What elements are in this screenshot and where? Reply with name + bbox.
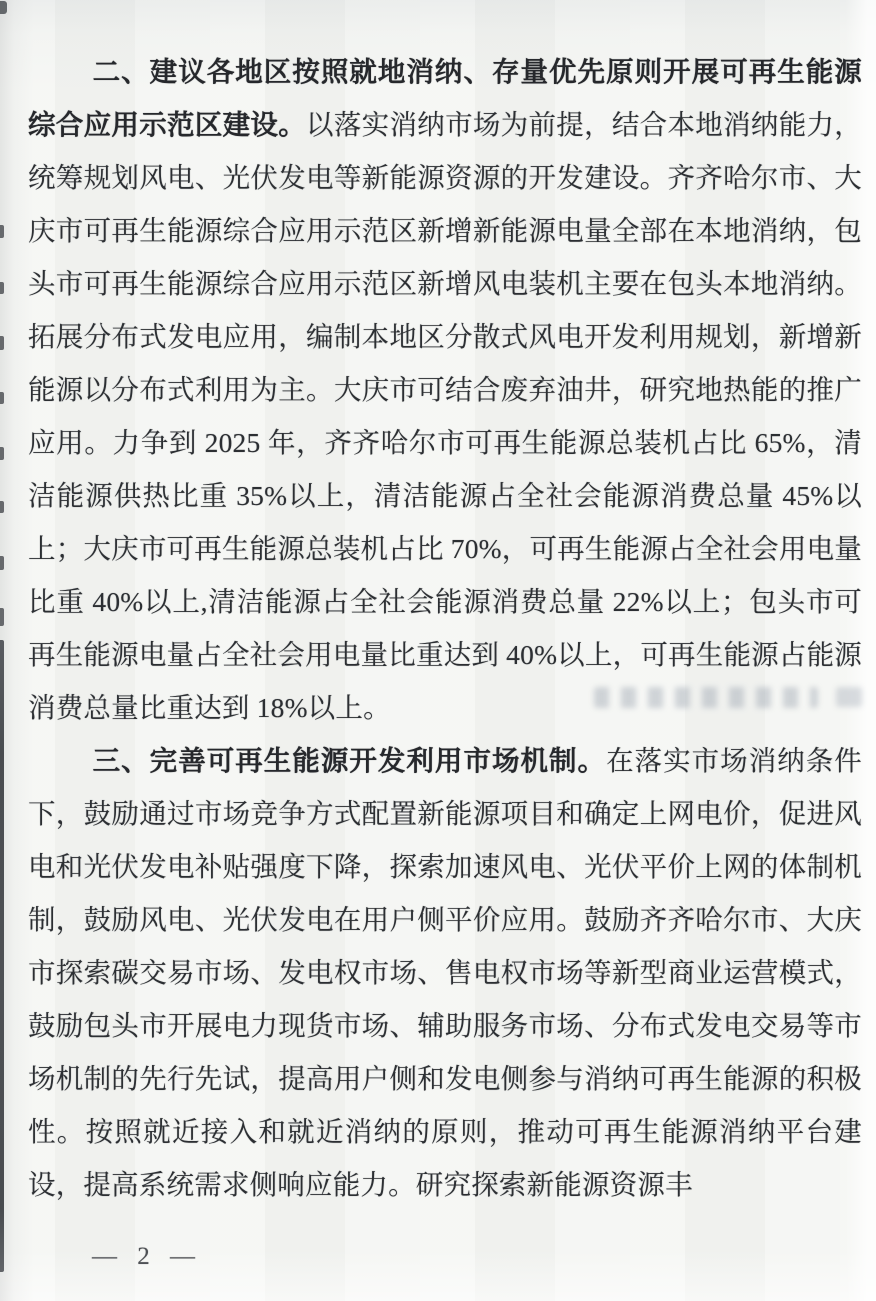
scan-edge-mark: [0, 556, 4, 570]
section-2-body-text: 以落实消纳市场为前提，结合本地消纳能力，统筹规划风电、光伏发电等新能源资源的开发建设。齐齐哈尔市、大庆市可再生能源综合应用示范区新增新能源电量全部在本地消纳，包头市可再生能源综合应用示范区新增风电装机主要在包头本地消纳。拓展分布式发电应用，编制本地区分散式风电开发利用规划，新增新能源以分布式利用为主。大庆市可结合废弃油井，研究地热能的推广应用。力争到 2025 年，齐齐哈尔市可再生能源总装机占比 65%，清洁能源供热比重 35%以上，清洁能源占全社会能源消费总量 45%以上；大庆市可再生能源总装机占比 70%，可再生能源占全社会用电量比重 40%以上,清洁能源占全社会能源消费总量 22%以上；包头市可再生能源电量占全社会用电量比重达到 40%以上，可再生能源占能源消费总量比重达到 18%以上。: [28, 109, 863, 723]
document-body: [28, 45, 862, 1211]
scan-edge-mark: [0, 1, 7, 14]
scan-edge-mark: [0, 336, 4, 350]
scan-edge-mark: [0, 608, 4, 626]
scan-edge-strip: [0, 640, 4, 1272]
scan-edge-mark: [0, 501, 4, 513]
paragraph-section-2: [28, 45, 862, 734]
scan-edge-mark: [0, 282, 4, 294]
scan-edge-mark: [0, 392, 4, 404]
section-3-body-text: 在落实市场消纳条件下，鼓励通过市场竞争方式配置新能源项目和确定上网电价，促进风电和光伏发电补贴强度下降，探索加速风电、光伏平价上网的体制机制，鼓励风电、光伏发电在用户侧平价应用。鼓励齐齐哈尔市、大庆市探索碳交易市场、发电权市场、售电权市场等新型商业运营模式，鼓励包头市开展电力现货市场、辅助服务市场、分布式发电交易等市场机制的先行先试，提高用户侧和发电侧参与消纳可再生能源的积极性。按照就近接入和就近消纳的原则，推动可再生能源消纳平台建设，提高系统需求侧响应能力。研究探索新能源资源丰: [28, 745, 862, 1200]
section-3-lead-sentence: 三、完善可再生能源开发利用市场机制。: [92, 745, 607, 776]
section-2-lead-sentence: 二、建议各地区按照就地消纳、存量优先原则开展可再生能源综合应用示范区建设。: [28, 56, 862, 140]
scan-edge-mark: [0, 225, 4, 238]
scan-edge-mark: [0, 447, 4, 460]
page-number: — 2 —: [92, 1243, 202, 1270]
paragraph-section-3: [28, 734, 862, 1211]
